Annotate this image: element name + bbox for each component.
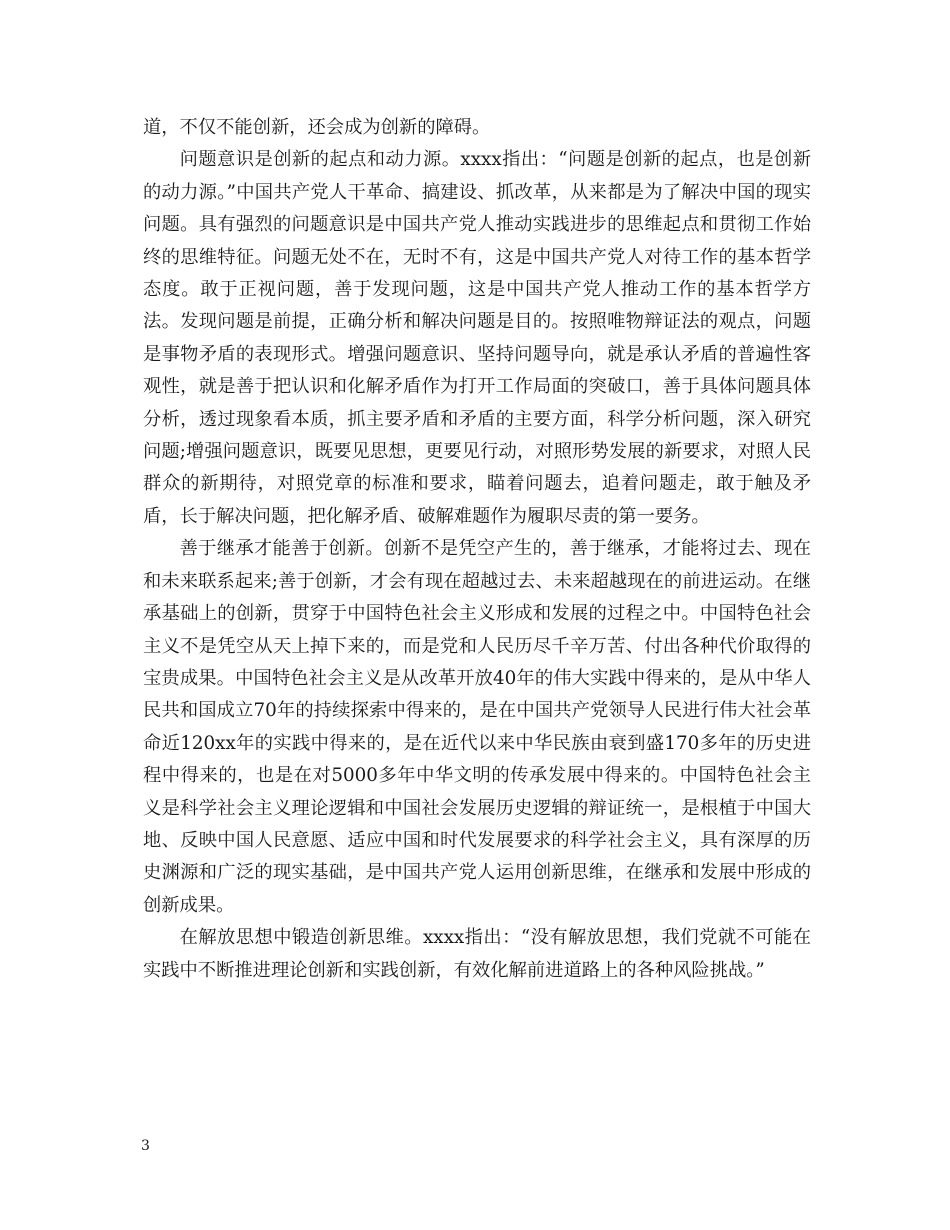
page-number: 3 [141,1138,150,1154]
paragraph-inheritance: 善于继承才能善于创新。创新不是凭空产生的，善于继承，才能将过去、现在和未来联系起来;善于创新，才会有现在超越过去、未来超越现在的前进运动。在继承基础上的创新，贯穿于中国特色社会主义形成和发展的过程之中。中国特色社会主义不是凭空从天上掉下来的，而是党和人民历尽千辛万苦、付出各种代价取得的宝贵成果。中国特色社会主义是从改革开放40年的伟大实践中得来的，是从中华人民共和国成立70年的持续探索中得来的，是在中国共产党领导人民进行伟大社会革命近120xx年的实践中得来的，是在近代以来中华民族由衰到盛170多年的历史进程中得来的，也是在对5000多年中华文明的传承发展中得来的。中国特色社会主义是科学社会主义理论逻辑和中国社会发展历史逻辑的辩证统一，是根植于中国大地、反映中国人民意愿、适应中国和时代发展要求的科学社会主义，具有深厚的历史渊源和广泛的现实基础，是中国共产党人运用创新思维，在继承和发展中形成的创新成果。 [143,538,811,916]
paragraph-continuation: 道，不仅不能创新，还会成为创新的障碍。 [143,117,491,138]
body-text [143,112,811,987]
paragraph-problem-awareness: 问题意识是创新的起点和动力源。xxxx指出：“问题是创新的起点，也是创新的动力源。”中国共产党人干革命、搞建设、抓改革，从来都是为了解决中国的现实问题。具有强烈的问题意识是中国共产党人推动实践进步的思维起点和贯彻工作始终的思维特征。问题无处不在，无时不有，这是中国共产党人对待工作的基本哲学态度。敢于正视问题，善于发现问题，这是中国共产党人推动工作的基本哲学方法。发现问题是前提，正确分析和解决问题是目的。按照唯物辩证法的观点，问题是事物矛盾的表现形式。增强问题意识、坚持问题导向，就是承认矛盾的普遍性客观性，就是善于把认识和化解矛盾作为打开工作局面的突破口，善于具体问题具体分析，透过现象看本质，抓主要矛盾和矛盾的主要方面，科学分析问题，深入研究问题;增强问题意识，既要见思想，更要见行动，对照形势发展的新要求，对照人民群众的新期待，对照党章的标准和要求，瞄着问题去，追着问题走，敢于触及矛盾，长于解决问题，把化解矛盾、破解难题作为履职尽责的第一要务。 [143,149,811,527]
paragraph-emancipation: 在解放思想中锻造创新思维。xxxx指出：“没有解放思想，我们党就不可能在实践中不断推进理论创新和实践创新，有效化解前进道路上的各种风险挑战。” [143,927,811,981]
